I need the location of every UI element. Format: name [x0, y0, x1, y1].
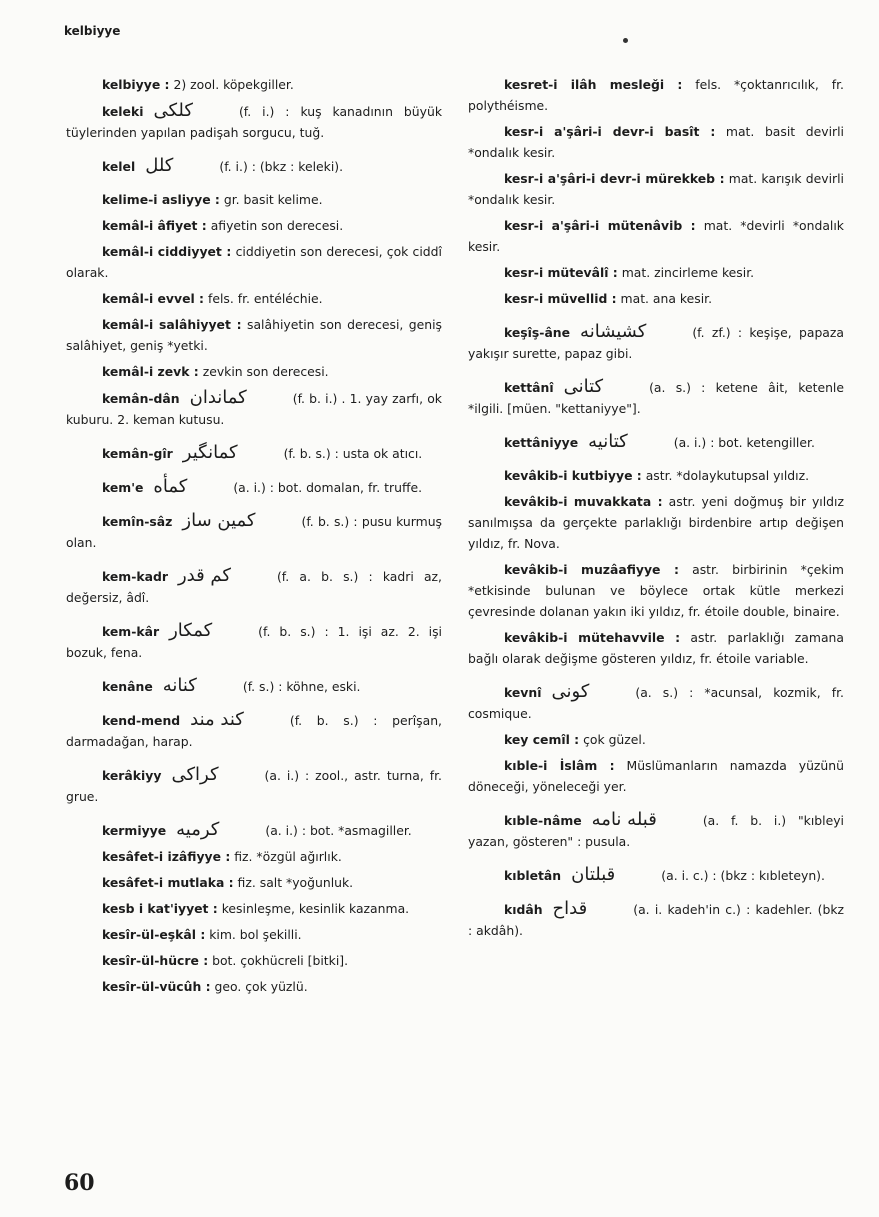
dictionary-entry: [468, 559, 844, 622]
definition: (a. i.) : bot. domalan, fr. truffe.: [233, 480, 423, 495]
headword: kesîr-ül-hücre :: [102, 953, 209, 968]
dictionary-entry: [66, 924, 442, 945]
headword: keşîş-âne: [504, 325, 571, 340]
definition: (f. b. s.) : pusu kurmuş olan.: [66, 514, 442, 550]
definition: (a. i. c.) : (bkz : kıbleteyn).: [661, 868, 825, 883]
headword: kıbletân: [504, 868, 562, 883]
definition: (f. zf.) : keşişe, papaza yakışır surette, papaz gibi.: [468, 325, 844, 361]
definition: fels. fr. entéléchie.: [204, 291, 323, 306]
headword: kesâfet-i izâfiyye :: [102, 849, 231, 864]
headword: kelime-i asliyye :: [102, 192, 220, 207]
definition: astr. *dolaykutupsal yıldız.: [641, 468, 810, 483]
definition: Müslümanların namazda yüzünü döneceği, yöneleceği yer.: [468, 758, 844, 794]
arabic-script: كرميه: [176, 819, 220, 840]
dictionary-entry: [66, 361, 442, 382]
definition: (f. i.) : kuş kanadının büyük tüylerinden yapılan padişah sorgucu, tuğ.: [66, 104, 442, 140]
definition: kim. bol şekilli.: [205, 927, 302, 942]
headword: kesb i kat'iyyet :: [102, 901, 218, 916]
dictionary-entry: [66, 510, 442, 553]
headword: key cemîl :: [504, 732, 580, 747]
ink-dot: [623, 38, 628, 43]
dictionary-entry: [66, 976, 442, 997]
dictionary-entry: [66, 898, 442, 919]
arabic-script: كمين ساز: [182, 510, 256, 531]
dictionary-entry: [66, 241, 442, 283]
definition: salâhiyetin son derecesi, geniş salâhiyet, geniş *yetki.: [66, 317, 442, 353]
page-number: 60: [64, 1170, 95, 1196]
headword: kenâne: [102, 679, 153, 694]
definition: (a. f. b. i.) "kıbleyi yazan, gösteren" : pusula.: [468, 813, 844, 849]
headword: kerâkiyy: [102, 768, 162, 783]
definition: fiz. *özgül ağırlık.: [230, 849, 342, 864]
definition: mat. *devirli *ondalık kesir.: [468, 218, 844, 254]
headword: kermiyye: [102, 823, 167, 838]
definition: mat. basit devirli *ondalık kesir.: [468, 124, 844, 160]
dictionary-entry: [66, 387, 442, 430]
dictionary-entry: [468, 809, 844, 852]
headword: kıdâh: [504, 902, 543, 917]
definition: ciddiyetin son derecesi, çok ciddî olarak.: [66, 244, 442, 280]
dictionary-entry: [66, 155, 442, 177]
arabic-script: كتانيه: [588, 431, 628, 452]
headword: kelbiyye :: [102, 77, 170, 92]
dictionary-entry: [66, 288, 442, 309]
headword: kesret-i ilâh mesleği :: [504, 77, 683, 92]
headword: kesîr-ül-vücûh :: [102, 979, 211, 994]
definition: fiz. salt *yoğunluk.: [233, 875, 354, 890]
dictionary-entry: [468, 262, 844, 283]
dictionary-entry: [468, 491, 844, 554]
definition: (f. i.) : (bkz : keleki).: [219, 159, 344, 174]
headword: kelel: [102, 159, 136, 174]
dictionary-entry: [66, 675, 442, 697]
definition: geo. çok yüzlü.: [210, 979, 308, 994]
headword: kıble-i İslâm :: [504, 758, 615, 773]
definition: 2) zool. köpekgiller.: [169, 77, 294, 92]
dictionary-entry: [468, 864, 844, 886]
headword: kıble-nâme: [504, 813, 582, 828]
definition: fels. *çoktanrıcılık, fr. polythéisme.: [468, 77, 844, 113]
dictionary-entry: [66, 314, 442, 356]
headword: kemâl-i salâhiyyet :: [102, 317, 242, 332]
definition: astr. parlaklığı zamana bağlı olarak değişme gösteren yıldız, fr. étoile variable.: [468, 630, 844, 666]
headword: kem-kadr: [102, 569, 168, 584]
headword: kem'e: [102, 480, 144, 495]
headword: kend-mend: [102, 713, 181, 728]
headword: kevâkib-i muvakkata :: [504, 494, 663, 509]
arabic-script: كمكار: [169, 620, 213, 641]
headword: kesr-i mütevâlî :: [504, 265, 618, 280]
headword: kesîr-ül-eşkâl :: [102, 927, 206, 942]
dictionary-entry: [66, 950, 442, 971]
headword: kesâfet-i mutlaka :: [102, 875, 234, 890]
headword: kevâkib-i mütehavvile :: [504, 630, 681, 645]
definition: (f. a. b. s.) : kadri az, değersiz, âdî.: [66, 569, 442, 605]
dictionary-entry: [468, 121, 844, 163]
arabic-script: كلل: [145, 155, 174, 176]
definition: zevkin son derecesi.: [198, 364, 329, 379]
headword: kesr-i a'şâri-i devr-i mürekkeb :: [504, 171, 725, 186]
dictionary-entry: [66, 764, 442, 807]
headword: kemân-gîr: [102, 446, 173, 461]
definition: mat. zincirleme kesir.: [617, 265, 755, 280]
definition: (a. s.) : ketene âit, ketenle *ilgili. [müen. "kettaniyye"].: [468, 380, 844, 416]
dictionary-entry: [66, 819, 442, 841]
dictionary-entry: [468, 168, 844, 210]
dictionary-entry: [468, 898, 844, 941]
arabic-script: كمانگير: [182, 442, 238, 463]
dictionary-entry: [66, 189, 442, 210]
headword: kettânî: [504, 380, 554, 395]
running-header: kelbiyye: [64, 24, 121, 38]
dictionary-entry: [468, 431, 844, 453]
headword: kesr-i müvellid :: [504, 291, 617, 306]
dictionary-entry: [468, 729, 844, 750]
dictionary-entry: [468, 681, 844, 724]
dictionary-entry: [468, 74, 844, 116]
headword: kesr-i a'şâri-i devr-i basît :: [504, 124, 716, 139]
headword: kettâniyye: [504, 435, 579, 450]
dictionary-entry: [66, 565, 442, 608]
arabic-script: كمأه: [153, 476, 188, 497]
definition: (f. s.) : köhne, eski.: [242, 679, 361, 694]
definition: (f. b. s.) : usta ok atıcı.: [283, 446, 423, 461]
definition: afiyetin son derecesi.: [206, 218, 344, 233]
definition: (a. s.) : *acunsal, kozmik, fr. cosmique.: [468, 685, 844, 721]
headword: kevâkib-i muzâafiyye :: [504, 562, 679, 577]
definition: çok güzel.: [579, 732, 646, 747]
definition: (a. i.) : bot. *asmagiller.: [265, 823, 412, 838]
dictionary-entry: [66, 100, 442, 143]
definition: (a. i.) : bot. ketengiller.: [673, 435, 815, 450]
arabic-script: كند مند: [190, 709, 244, 730]
arabic-script: كراكى: [171, 764, 219, 785]
arabic-script: كنانه: [162, 675, 197, 696]
dictionary-entry: [66, 872, 442, 893]
definition: mat. karışık devirli *ondalık kesir.: [468, 171, 844, 207]
definition: (f. b. i.) . 1. yay zarfı, ok kuburu. 2. keman kutusu.: [66, 391, 442, 427]
headword: kemâl-i âfiyet :: [102, 218, 207, 233]
headword: kemâl-i ciddiyyet :: [102, 244, 232, 259]
headword: kem-kâr: [102, 624, 160, 639]
headword: kemâl-i zevk :: [102, 364, 199, 379]
headword: kemâl-i evvel :: [102, 291, 205, 306]
definition: (f. b. s.) : perîşan, darmadağan, harap.: [66, 713, 442, 749]
arabic-script: كماندان: [189, 387, 247, 408]
dictionary-entry: [66, 846, 442, 867]
left-column: [66, 74, 442, 1002]
definition: gr. basit kelime.: [219, 192, 323, 207]
arabic-script: كونى: [551, 681, 590, 702]
arabic-script: كلكى: [153, 100, 193, 121]
dictionary-entry: [468, 288, 844, 309]
headword: kevâkib-i kutbiyye :: [504, 468, 642, 483]
definition: astr. yeni doğmuş bir yıldız sanılmışsa da gerçekte parlaklığı birdenbire artıp değişen yıldız, fr. Nova.: [468, 494, 844, 551]
definition: (a. i. kadeh'in c.) : kadehler. (bkz : akdâh).: [468, 902, 844, 938]
definition: kesinleşme, kesinlik kazanma.: [217, 901, 410, 916]
dictionary-entry: [66, 709, 442, 752]
dictionary-entry: [468, 755, 844, 797]
definition: bot. çokhücreli [bitki].: [208, 953, 349, 968]
headword: kesr-i a'şâri-i mütenâvib :: [504, 218, 696, 233]
dictionary-entry: [66, 215, 442, 236]
arabic-script: كتانى: [563, 376, 604, 397]
dictionary-entry: [468, 627, 844, 669]
headword: keleki: [102, 104, 144, 119]
arabic-script: قبلتان: [571, 864, 616, 885]
dictionary-entry: [468, 215, 844, 257]
definition: mat. ana kesir.: [616, 291, 713, 306]
right-column: [468, 74, 844, 946]
arabic-script: قداح: [552, 898, 588, 919]
dictionary-entry: [66, 476, 442, 498]
definition: (a. i.) : zool., astr. turna, fr. grue.: [66, 768, 442, 804]
headword: kemîn-sâz: [102, 514, 173, 529]
headword: kemân-dân: [102, 391, 180, 406]
dictionary-entry: [468, 376, 844, 419]
dictionary-entry: [66, 442, 442, 464]
arabic-script: قبله نامه: [591, 809, 657, 830]
dictionary-entry: [66, 74, 442, 95]
definition: astr. birbirinin *çekim *etkisinde bulunan ve böylece ortak kütle merkezi çevresinde dolanan yakın iki yıldız, fr. étoile double, binaire.: [468, 562, 844, 619]
arabic-script: كم قدر: [177, 565, 231, 586]
dictionary-entry: [66, 620, 442, 663]
dictionary-entry: [468, 321, 844, 364]
arabic-script: كشيشانه: [580, 321, 647, 342]
headword: kevnî: [504, 685, 542, 700]
definition: (f. b. s.) : 1. işi az. 2. işi bozuk, fena.: [66, 624, 442, 660]
dictionary-entry: [468, 465, 844, 486]
